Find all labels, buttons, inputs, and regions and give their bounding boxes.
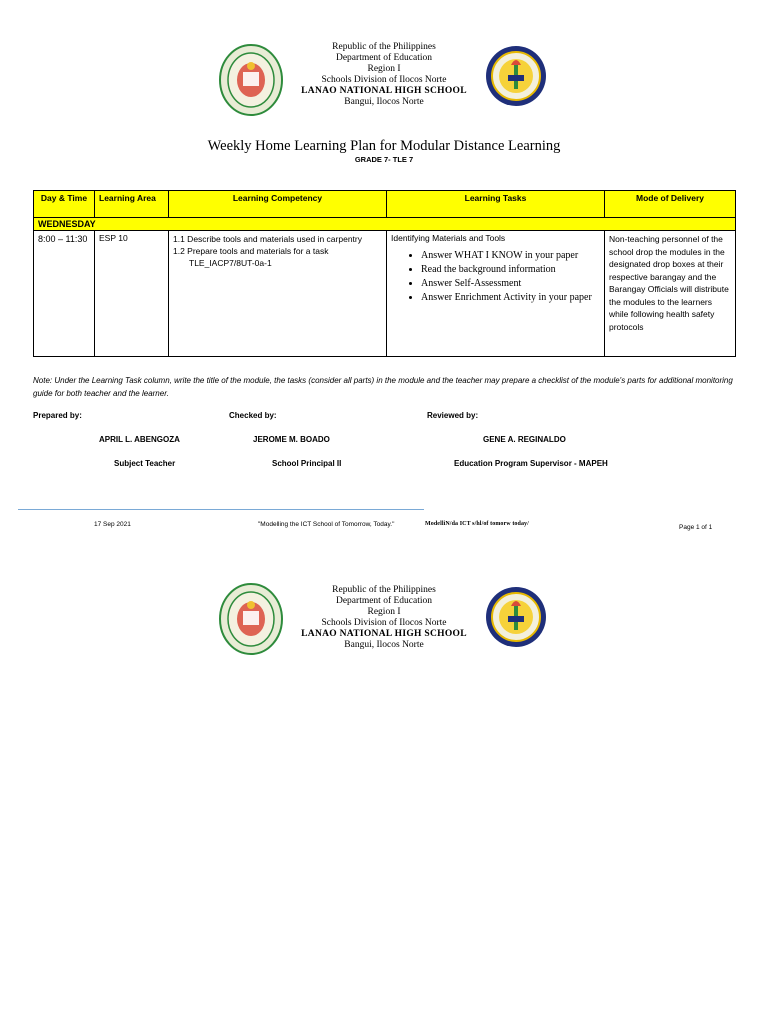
plan-title: Weekly Home Learning Plan for Modular Distance Learning [207,138,561,154]
checked-by-name: JEROME M. BOADO [253,435,330,444]
letterhead-line2: Department of Education [335,53,433,63]
learning-plan-table [33,190,736,357]
letterhead-line3: Region I [367,607,401,617]
letterhead-line4: Schools Division of Ilocos Norte [321,75,447,85]
tasks-title: Identifying Materials and Tools [391,233,506,243]
footer-divider [18,509,424,510]
letterhead-line4: Schools Division of Ilocos Norte [321,618,447,628]
letterhead-line1: Republic of the Philippines [332,585,436,595]
checked-by-title: School Principal II [272,459,342,468]
school-seal-logo [485,45,547,107]
footer-motto: "Modelling the ICT School of Tomorrow, Today." [258,521,395,528]
mode-cell: Non-teaching personnel of the school drop the modules in the designated drop boxes at their respective barangay and the Barangay Officials will distribute the modules to the learners while following health safety protocols [605,231,736,357]
school-seal-logo [485,586,547,648]
plan-subtitle: GRADE 7- TLE 7 [354,155,414,164]
time-cell: 8:00 – 11:30 [34,231,95,357]
letterhead [0,42,768,108]
task-item: • Answer Self-Assessment [421,277,600,290]
reviewed-by-name: GENE A. REGINALDO [483,435,566,444]
col-header-competency: Learning Competency [169,191,387,218]
day-row [34,218,736,231]
day-label: WEDNESDAY [34,218,736,231]
school-location: Bangui, Ilocos Norte [344,97,424,107]
reviewed-by-label: Reviewed by: [427,411,479,420]
table-row [34,231,736,357]
task-item: • Read the background information [421,263,600,276]
letterhead-line3: Region I [367,64,401,74]
letterhead-line2: Department of Education [335,596,433,606]
school-name: LANAO NATIONAL HIGH SCHOOL [301,86,467,96]
table-header-row [34,191,736,218]
task-item: • Answer WHAT I KNOW in your paper [421,249,600,262]
footer-motto-garbled: ModelliN/da ICT s/hl/of tomorw today/ [425,521,529,527]
checked-by-label: Checked by: [229,411,277,420]
competency-cell [169,231,387,357]
competency-item: 1.1 Describe tools and materials used in carpentry [173,234,362,244]
col-header-mode: Mode of Delivery [605,191,736,218]
letterhead-line1: Republic of the Philippines [332,42,436,52]
footer-date: 17 Sep 2021 [94,521,131,528]
col-header-tasks: Learning Tasks [387,191,605,218]
note-text: Note: Under the Learning Task column, write the title of the module, the tasks (consider all parts) in the module and the teacher may prepare a checklist of the module's parts for additional monitoring guide for both teacher and the learner. [33,376,733,398]
school-location: Bangui, Ilocos Norte [344,640,424,650]
area-cell: ESP 10 [95,231,169,357]
tasks-cell [387,231,605,357]
col-header-day-time: Day & Time [34,191,95,218]
prepared-by-name: APRIL L. ABENGOZA [99,435,180,444]
school-name: LANAO NATIONAL HIGH SCHOOL [301,629,467,639]
col-header-learning-area: Learning Area [95,191,169,218]
competency-code: TLE_IACP7/8UT-0a-1 [189,258,272,268]
competency-item: 1.2 Prepare tools and materials for a task [173,246,329,256]
task-item: • Answer Enrichment Activity in your paper [421,291,600,304]
letterhead [0,585,768,651]
tasks-list [391,249,600,304]
reviewed-by-title: Education Program Supervisor - MAPEH [454,459,608,468]
prepared-by-title: Subject Teacher [114,459,176,468]
prepared-by-label: Prepared by: [33,411,82,420]
page-number: Page 1 of 1 [679,524,713,531]
